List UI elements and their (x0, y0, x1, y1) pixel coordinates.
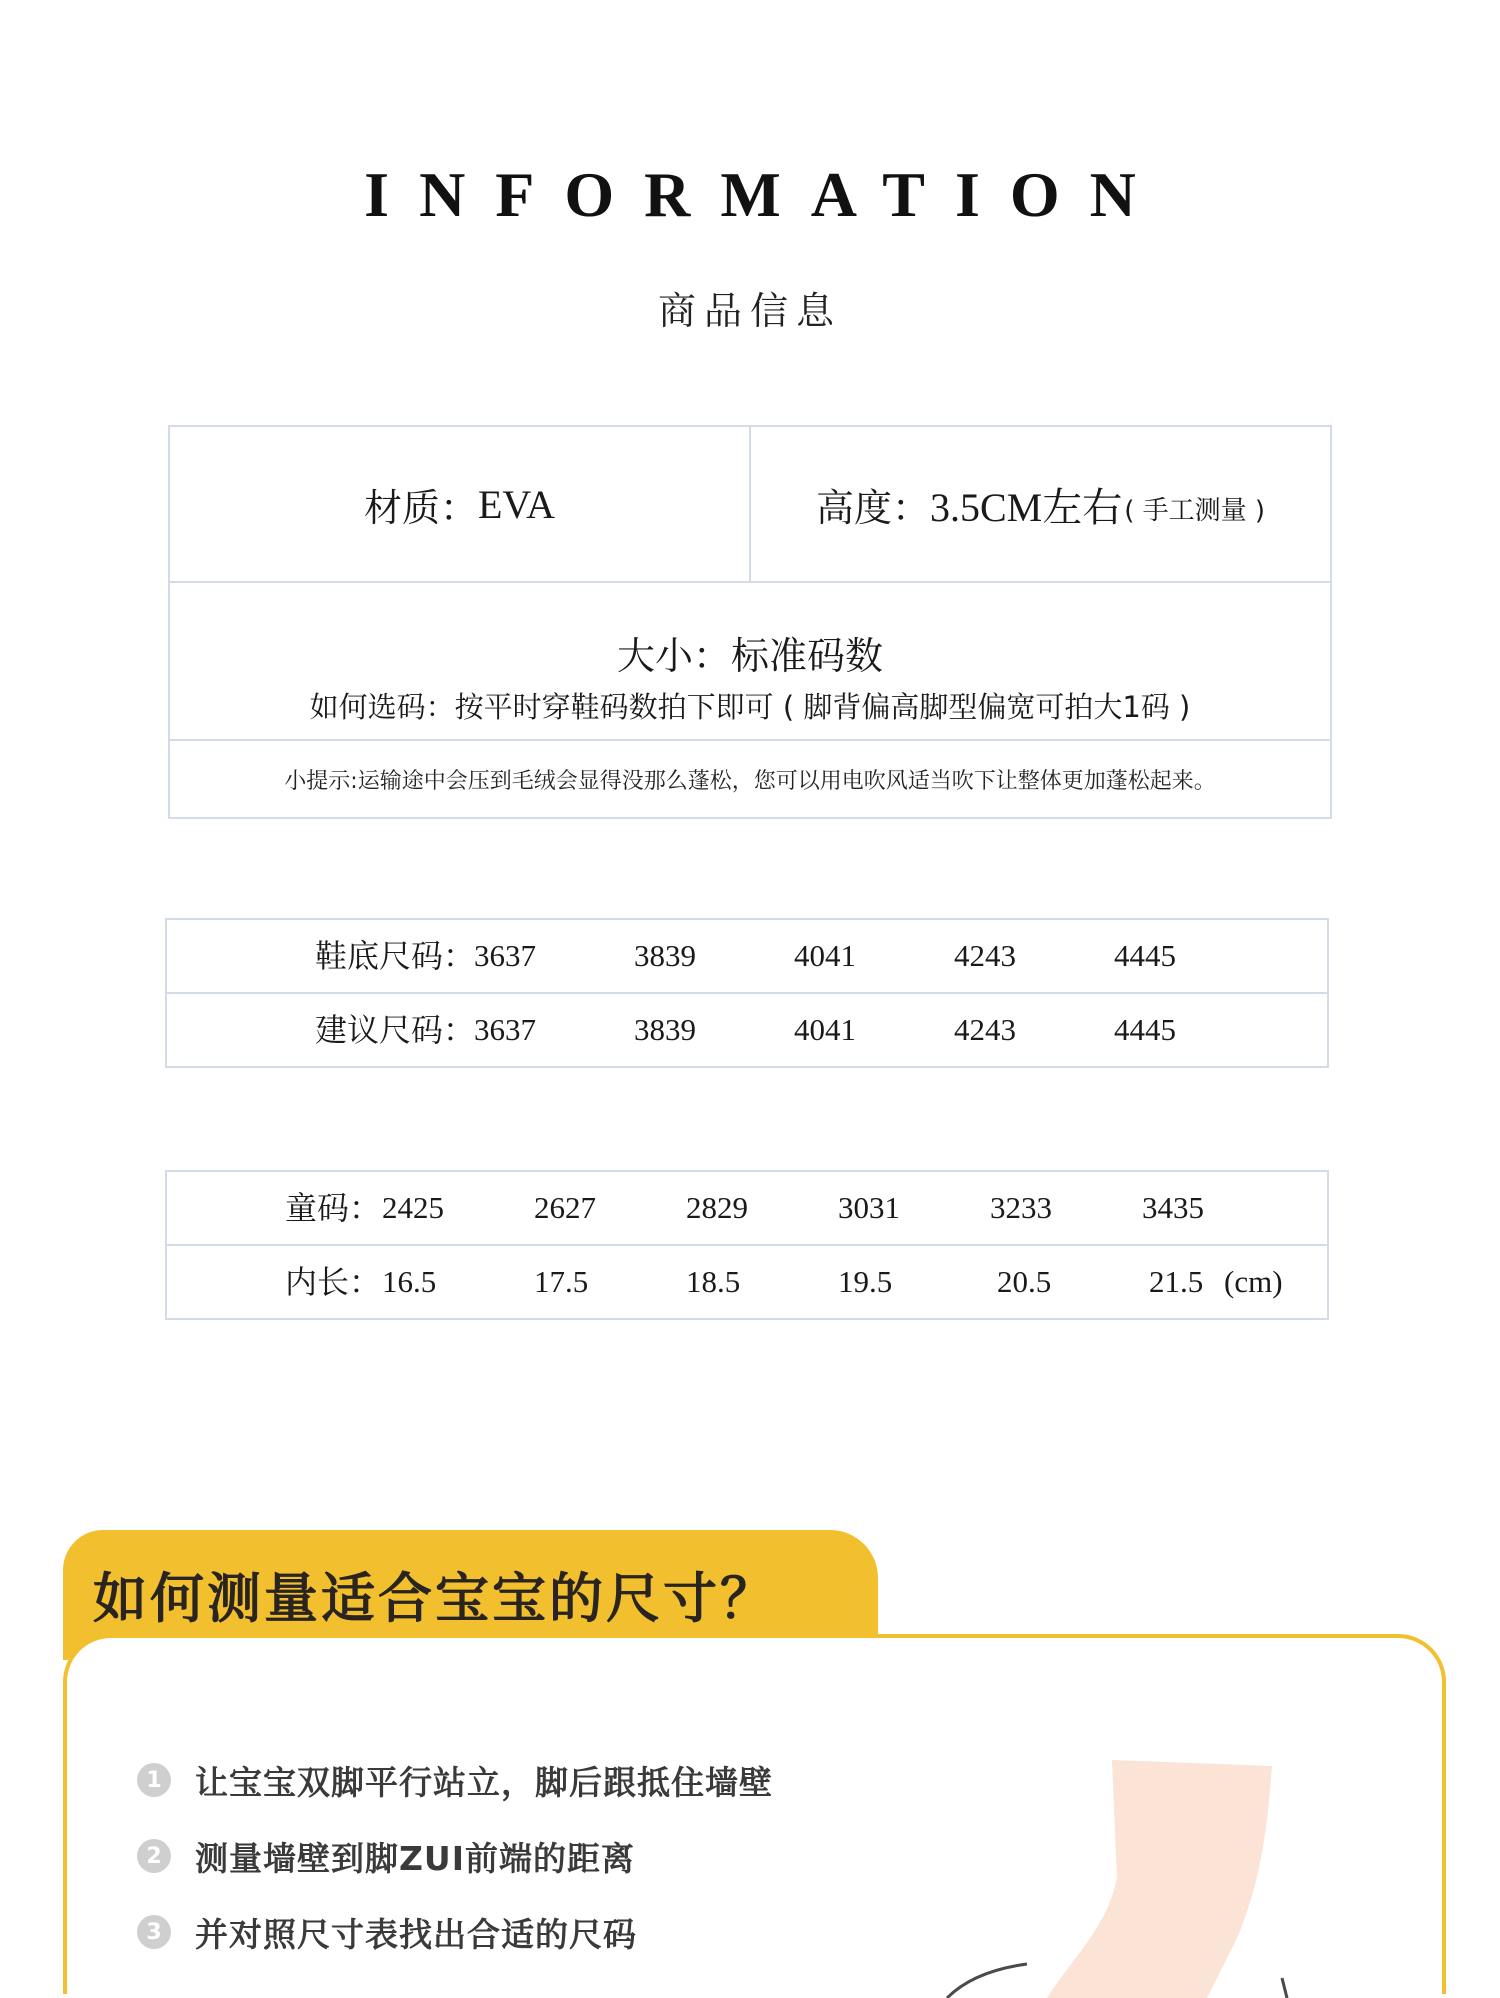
inner-length-value: 16.5 (382, 1264, 437, 1299)
page-title-en: INFORMATION (364, 159, 1166, 230)
leg-shape (1047, 1760, 1272, 1998)
inner-length-label: 内长： (285, 1263, 382, 1301)
measure-guide (63, 1530, 1446, 1954)
material-label: 材质： (363, 485, 478, 530)
kids-code-value: 2627 (534, 1190, 596, 1225)
measure-line (1282, 1978, 1287, 1998)
step-3 (137, 1908, 637, 1956)
suggested-size-value: 3637 (474, 1012, 536, 1047)
inner-length-value: 17.5 (534, 1264, 589, 1299)
tip-text: 小提示:运输途中会压到毛绒会显得没那么蓬松，您可以用电吹风适当吹下让整体更加蓬松起来。 (284, 768, 1216, 794)
height-cell (751, 427, 1330, 581)
product-info-table (168, 425, 1332, 819)
measure-line (947, 1964, 1027, 1998)
measure-title: 如何测量适合宝宝的尺寸？ (93, 1567, 777, 1630)
step-text: 并对照尺寸表找出合适的尺码 (195, 1914, 637, 1954)
height-label: 高度： (815, 485, 930, 530)
step-number-badge: 3 (137, 1915, 171, 1949)
info-row-tip (170, 741, 1330, 817)
table-row (167, 994, 1327, 1068)
suggested-size-value: 4243 (954, 1012, 1016, 1047)
kids-code-value: 3435 (1142, 1190, 1204, 1225)
sole-size-value: 3637 (474, 938, 536, 973)
step-text: 让宝宝双脚平行站立，脚后跟抵住墙壁 (195, 1762, 773, 1802)
suggested-size-label: 建议尺码： (315, 1011, 476, 1049)
height-value: 3.5CM左右 (929, 484, 1123, 530)
info-row-material-height (170, 427, 1330, 583)
info-row-size (170, 583, 1330, 741)
size-title: 大小：标准码数 (616, 634, 883, 678)
kids-size-table (165, 1170, 1329, 1320)
sole-size-value: 4445 (1114, 938, 1176, 973)
step-text: 测量墙壁到脚ZUI前端的距离 (195, 1838, 636, 1878)
size-selection-guide: 如何选码：按平时穿鞋码数拍下即可 ( 脚背偏高脚型偏宽可拍大1码 ) (309, 690, 1191, 724)
table-row (167, 1172, 1327, 1246)
material-value: EVA (477, 481, 556, 527)
suggested-size-value: 3839 (634, 1012, 696, 1047)
length-unit: (cm) (1224, 1264, 1283, 1299)
step-number-badge: 2 (137, 1839, 171, 1873)
table-row (167, 920, 1327, 994)
table-row (167, 1246, 1327, 1320)
step-number-badge: 1 (137, 1763, 171, 1797)
sole-size-value: 4041 (794, 938, 856, 973)
inner-length-value: 21.5 (1149, 1264, 1204, 1299)
sole-size-value: 3839 (634, 938, 696, 973)
sole-size-value: 4243 (954, 938, 1016, 973)
inner-length-value: 18.5 (686, 1264, 741, 1299)
inner-length-value: 20.5 (997, 1264, 1052, 1299)
suggested-size-value: 4445 (1114, 1012, 1176, 1047)
measure-panel (63, 1634, 1446, 1994)
inner-length-value: 19.5 (838, 1264, 893, 1299)
kids-code-value: 3233 (990, 1190, 1052, 1225)
sole-size-label: 鞋底尺码： (315, 937, 476, 975)
kids-code-label: 童码： (285, 1189, 382, 1227)
step-2 (137, 1832, 635, 1880)
page-title-cn: 商品信息 (657, 289, 842, 333)
kids-code-value: 2425 (382, 1190, 444, 1225)
adult-size-table (165, 918, 1329, 1068)
step-1 (137, 1756, 773, 1804)
height-note: ( 手工测量 ) (1124, 495, 1266, 526)
material-cell (170, 427, 751, 581)
kids-code-value: 2829 (686, 1190, 748, 1225)
kids-code-value: 3031 (838, 1190, 900, 1225)
suggested-size-value: 4041 (794, 1012, 856, 1047)
